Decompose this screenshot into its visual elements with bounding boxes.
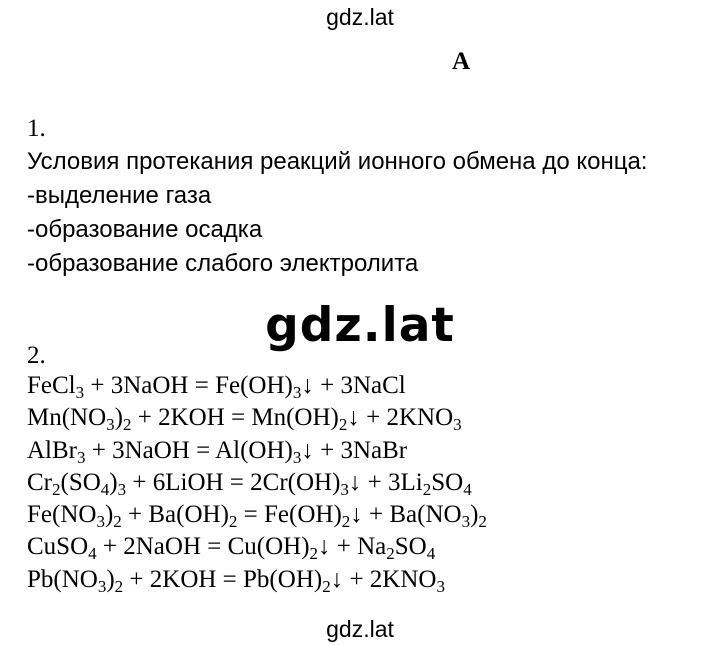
equation-text: ↓ + 2KNO <box>347 404 454 432</box>
equation-text: + 2KOH = Mn(OH) <box>131 404 339 432</box>
watermark-middle: gdz.lat <box>265 298 455 353</box>
equation-text: SO <box>431 468 464 496</box>
equation-text: + 3NaOH = Al(OH) <box>85 436 293 464</box>
equation-subscript: 3 <box>340 479 349 499</box>
equation-text: ) <box>114 404 123 432</box>
equation-text: + 2KOH = Pb(OH) <box>123 565 323 593</box>
equation-text: Fe(NO <box>27 501 97 529</box>
task-1-text <box>27 145 717 281</box>
equation-line <box>27 370 717 402</box>
equation-subscript: 3 <box>436 576 445 596</box>
equation-subscript: 4 <box>100 479 110 499</box>
watermark-bottom: gdz.lat <box>326 616 394 642</box>
equation-subscript: 4 <box>88 544 97 564</box>
equation-text: + 2NaOH = Cu(OH) <box>96 533 310 561</box>
equation-subscript: 2 <box>309 544 319 564</box>
task-1-line: -образование слабого электролита <box>27 250 419 277</box>
watermark-top: gdz.lat <box>326 4 394 30</box>
variant-heading: А <box>452 48 471 75</box>
equation-subscript: 2 <box>386 544 395 564</box>
task-1-number: 1. <box>27 115 46 142</box>
equation-text: ↓ + 2KNO <box>330 565 437 593</box>
equation-line <box>27 435 717 467</box>
equation-text: (SO <box>60 468 101 496</box>
equation-line <box>27 402 717 434</box>
equation-subscript: 2 <box>338 415 348 435</box>
equation-text: + Ba(OH) <box>121 501 229 529</box>
equation-subscript: 3 <box>292 447 302 467</box>
equation-subscript: 4 <box>463 479 472 499</box>
equation-text: ↓ + Ba(NO <box>350 501 462 529</box>
equation-text: ↓ + Na <box>318 533 387 561</box>
equation-text: Cr <box>27 468 52 496</box>
task-2-number: 2. <box>27 342 46 369</box>
equation-subscript: 2 <box>228 512 238 532</box>
equation-text: + 6LiOH = 2Cr(OH) <box>126 468 341 496</box>
equation-subscript: 4 <box>426 544 436 564</box>
equation-text: ↓ + 3Li <box>348 468 423 496</box>
equation-text: ) <box>470 501 479 529</box>
task-1-line: Условия протекания реакций ионного обмена до конца: <box>27 148 648 175</box>
equation-line <box>27 467 717 499</box>
equation-text: CuSO <box>27 533 89 561</box>
equation-text: SO <box>394 533 427 561</box>
equation-subscript: 2 <box>52 479 61 499</box>
equation-text: + 3NaOH = Fe(OH) <box>84 372 293 399</box>
equation-subscript: 2 <box>322 576 331 596</box>
equation-text: ) <box>106 565 115 593</box>
equation-text: FeCl <box>27 372 76 399</box>
equation-line <box>27 564 717 596</box>
equation-text: Pb(NO <box>27 565 98 593</box>
equation-subscript: 3 <box>117 479 127 499</box>
equation-text: Mn(NO <box>27 404 107 432</box>
equation-subscript: 3 <box>453 415 462 435</box>
equation-subscript: 2 <box>478 512 487 532</box>
equation-subscript: 2 <box>123 415 132 435</box>
equation-subscript: 3 <box>106 415 115 435</box>
task-1-line: -образование осадка <box>27 216 263 243</box>
equation-subscript: 2 <box>422 479 432 499</box>
equation-subscript: 2 <box>341 512 351 532</box>
equation-text: ) <box>109 468 118 496</box>
equation-line <box>27 531 717 563</box>
equation-text: ↓ + 3NaBr <box>301 436 408 464</box>
task-1-line: -выделение газа <box>27 182 212 209</box>
equation-subscript: 3 <box>97 576 107 596</box>
equation-text: AlBr <box>27 436 77 464</box>
equation-subscript: 3 <box>77 447 86 467</box>
equation-subscript: 3 <box>96 512 105 532</box>
equation-subscript: 2 <box>114 576 124 596</box>
equation-subscript: 3 <box>461 512 471 532</box>
equation-subscript: 3 <box>292 383 302 402</box>
equation-text: ↓ + 3NaCl <box>301 372 406 399</box>
equation-text: = Fe(OH) <box>237 501 342 529</box>
equation-subscript: 3 <box>75 383 85 402</box>
equation-text: ) <box>104 501 114 529</box>
equation-line <box>27 499 717 531</box>
equation-subscript: 2 <box>113 512 122 532</box>
task-2-equations <box>27 370 717 596</box>
